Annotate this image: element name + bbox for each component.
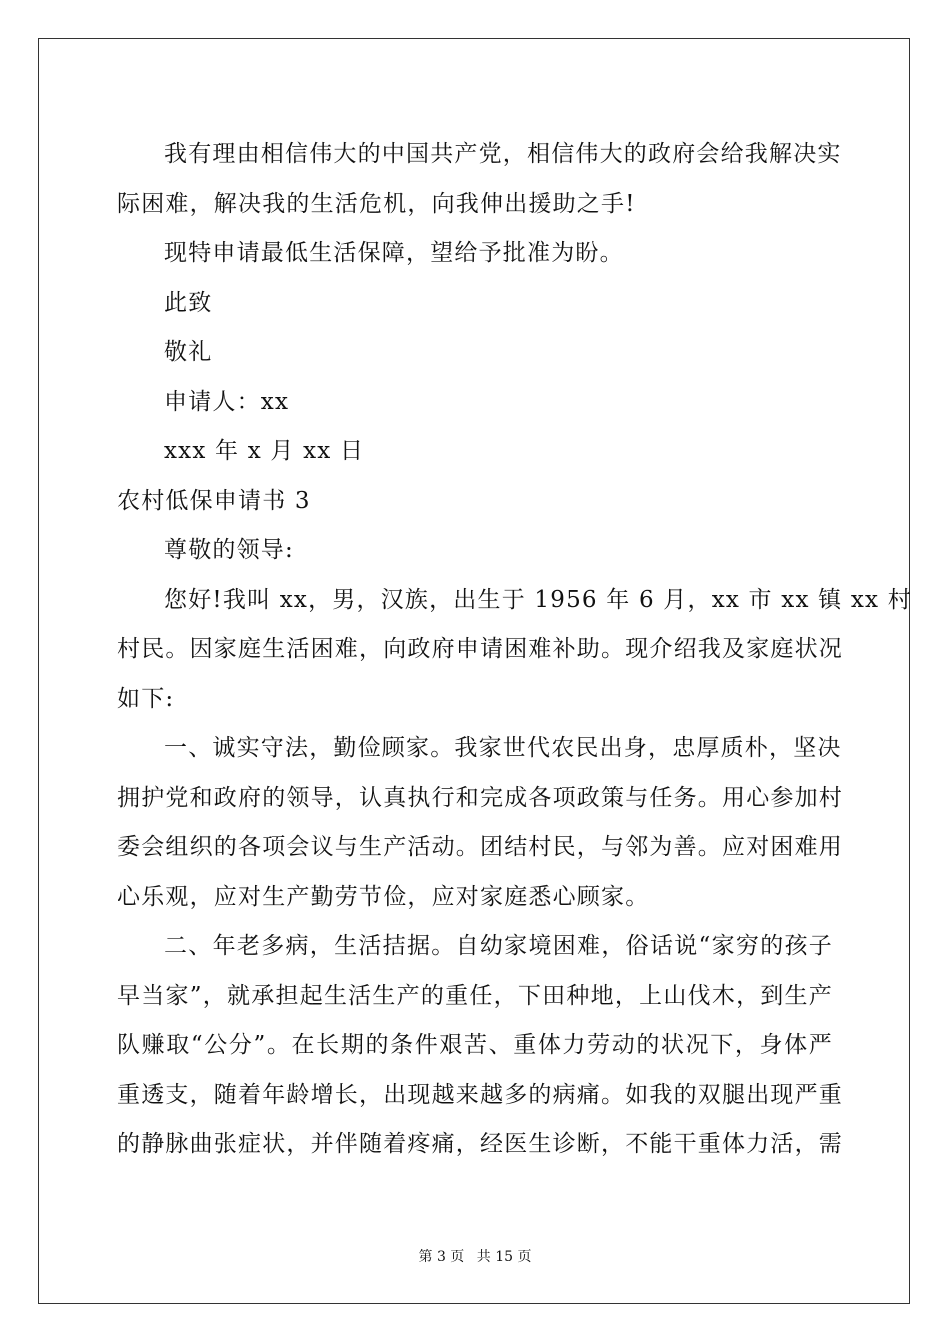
paragraph-line: 队赚取“公分”。在长期的条件艰苦、重体力劳动的状况下，身体严 <box>117 1032 833 1058</box>
paragraph-line: 我有理由相信伟大的中国共产党，相信伟大的政府会给我解决实 <box>164 141 842 167</box>
salutation-line: 敬礼 <box>164 339 213 365</box>
page-footer <box>0 1246 950 1266</box>
section-title: 农村低保申请书 3 <box>117 487 311 514</box>
paragraph-line: 现特申请最低生活保障，望给予批准为盼。 <box>164 240 624 266</box>
paragraph-line: 委会组织的各项会议与生产活动。团结村民，与邻为善。应对困难用 <box>117 834 843 860</box>
document-body <box>117 130 912 1170</box>
paragraph-line: 际困难，解决我的生活危机，向我伸出援助之手! <box>117 190 636 217</box>
paragraph-line: 的静脉曲张症状，并伴随着疼痛，经医生诊断，不能干重体力活，需 <box>117 1131 843 1157</box>
page-number-total: 共 15 页 <box>476 1249 532 1265</box>
applicant-line: 申请人：xx <box>164 388 290 415</box>
paragraph-line: 二、年老多病，生活拮据。自幼家境困难，俗话说“家穷的孩子 <box>164 933 833 959</box>
greeting-line: 尊敬的领导: <box>164 537 294 563</box>
paragraph-line: 早当家”，就承担起生活生产的重任，下田种地，上山伐木，到生产 <box>117 982 833 1009</box>
paragraph-line: 重透支，随着年龄增长，出现越来越多的病痛。如我的双腿出现严重 <box>117 1081 843 1108</box>
date-line: xxx 年 x 月 xx 日 <box>164 438 365 464</box>
page-number-current: 第 3 页 <box>418 1249 465 1265</box>
paragraph-line: 拥护党和政府的领导，认真执行和完成各项政策与任务。用心参加村 <box>117 784 843 811</box>
paragraph-line: 村民。因家庭生活困难，向政府申请困难补助。现介绍我及家庭状况 <box>117 636 843 662</box>
salutation-line: 此致 <box>164 289 213 316</box>
paragraph-line: 如下: <box>117 685 175 712</box>
paragraph-line: 心乐观，应对生产勤劳节俭，应对家庭悉心顾家。 <box>117 883 650 910</box>
paragraph-line: 您好!我叫 xx，男，汉族，出生于 1956 年 6 月，xx 市 xx 镇 xx 村 <box>164 586 912 613</box>
paragraph-line: 一、诚实守法，勤俭顾家。我家世代农民出身，忠厚质朴，坚决 <box>164 735 842 761</box>
